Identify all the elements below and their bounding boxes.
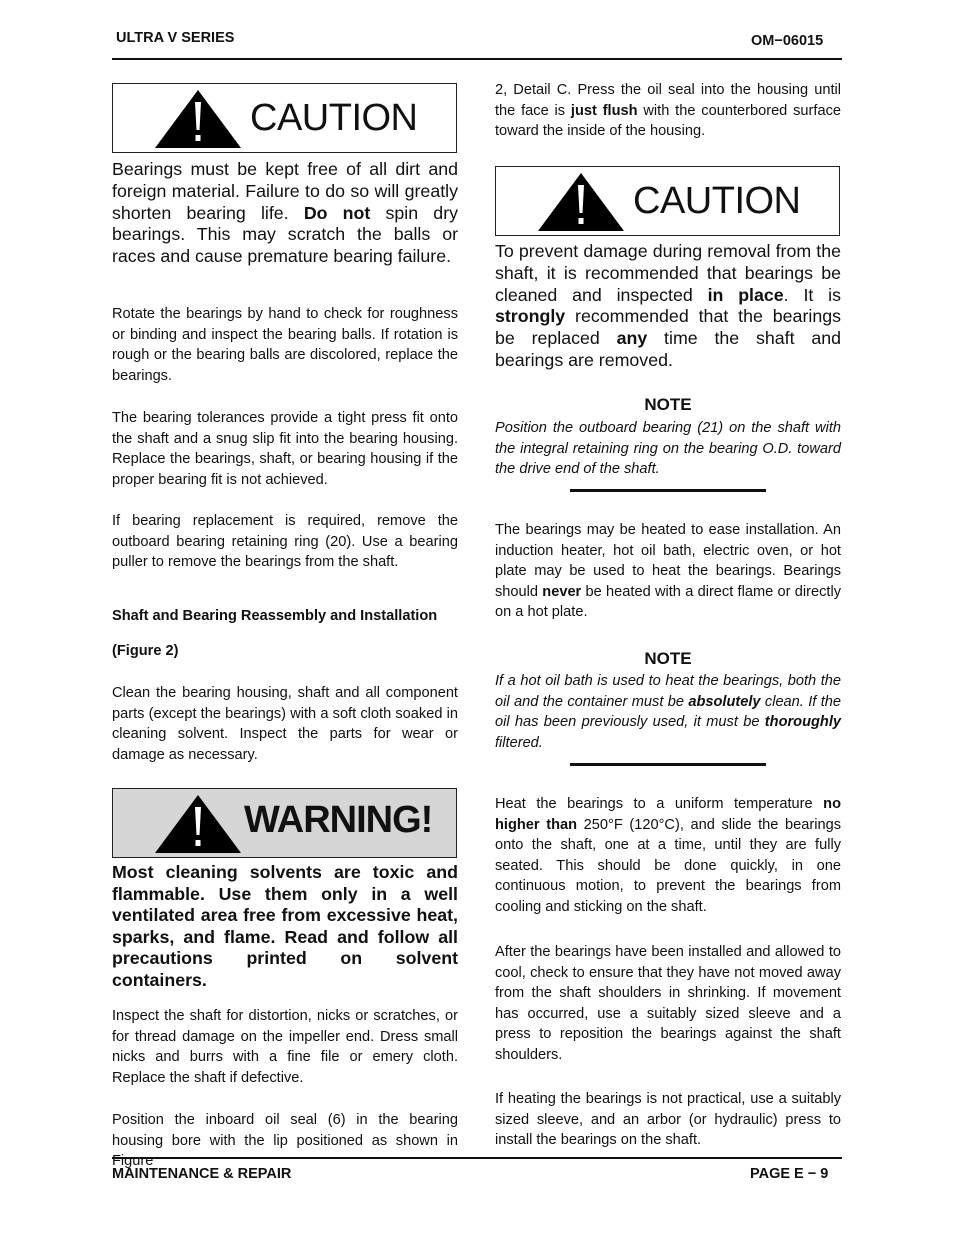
caution-box-1	[112, 83, 457, 153]
note-rule-2	[570, 763, 766, 766]
warning-box	[112, 788, 457, 858]
note-title-1: NOTE	[644, 395, 692, 414]
caution-text-1: Bearings must be kept free of all dirt and foreign material. Failure to do so will greatly shorten bearing life. Do not spin dry bearings. This may scratch the balls or races and cause premature bearing failure.	[112, 159, 459, 267]
section-heading: Shaft and Bearing Reassembly and Installation	[112, 608, 438, 624]
footer-section: MAINTENANCE & REPAIR	[112, 1166, 292, 1182]
note-text-1: Position the outboard bearing (21) on the shaft with the integral retaining ring on the bearing O.D. toward the drive end of the shaft.	[495, 420, 841, 478]
header-title: ULTRA V SERIES	[116, 30, 235, 46]
document-number: OM−06015	[751, 33, 824, 49]
warning-triangle-icon	[153, 88, 243, 150]
caution-label: CAUTION	[250, 97, 418, 139]
note-text-2: If a hot oil bath is used to heat the bearings, both the oil and the container must be absolutely clean. If the oil has been previously used, it must be thoroughly filtered.	[495, 673, 841, 751]
paragraph-heat-bearings: Heat the bearings to a uniform temperature no higher than 250°F (120°C), and slide the bearings onto the shaft, one at a time, until they are fully seated. This should be done quickly, in one continuous motion, to prevent the bearings from cooling and sticking on the shaft.	[495, 796, 841, 915]
paragraph-oil-seal-continued: 2, Detail C. Press the oil seal into the housing until the face is just flush with the counterbored surface toward the inside of the housing.	[495, 82, 841, 140]
paragraph-heating-methods: The bearings may be heated to ease installation. An induction heater, hot oil bath, electric oven, or hot plate may be used to heat the bearings. Bearings should never be heated with a direct flame or directly on a hot plate.	[495, 522, 842, 621]
warning-triangle-icon	[536, 171, 626, 233]
paragraph-cleaning: Clean the bearing housing, shaft and all component parts (except the bearings) with a soft cloth soaked in cleaning solvent. Inspect the parts for wear or damage as necessary.	[112, 685, 458, 763]
page-number: PAGE E − 9	[750, 1166, 829, 1182]
caution-text-2: To prevent damage during removal from the shaft, it is recommended that bearings be cleaned and inspected in place. It is strongly recommended that the bearings be replaced any time the shaft and bearings are removed.	[495, 241, 841, 370]
caution-box-2	[495, 166, 840, 236]
footer-rule	[112, 1157, 842, 1159]
paragraph-oil-seal: Position the inboard oil seal (6) in the bearing housing bore with the lip positioned as shown in Figure	[112, 1112, 458, 1170]
note-rule-1	[570, 489, 766, 492]
warning-triangle-icon	[153, 793, 243, 855]
paragraph-arbor-press: If heating the bearings is not practical, use a suitably sized sleeve, and an arbor (or hydraulic) press to install the bearings on the shaft.	[495, 1091, 841, 1149]
note-title-2: NOTE	[644, 649, 692, 668]
paragraph-bearing-replacement: If bearing replacement is required, remove the outboard bearing retaining ring (20). Use a bearing puller to remove the bearings from the shaft.	[112, 513, 458, 571]
warning-label: WARNING!	[244, 799, 433, 841]
caution-label: CAUTION	[633, 180, 801, 222]
figure-reference: (Figure 2)	[112, 643, 179, 659]
paragraph-bearing-check: Rotate the bearings by hand to check for roughness or binding and inspect the bearing balls. If rotation is rough or the bearing balls are discolored, replace the bearings.	[112, 306, 458, 384]
paragraph-inspect-shaft: Inspect the shaft for distortion, nicks or scratches, or for thread damage on the impeller end. Dress small nicks and burrs with a fine file or emery cloth. Replace the shaft if defective.	[112, 1008, 458, 1086]
paragraph-bearing-tolerances: The bearing tolerances provide a tight press fit onto the shaft and a snug slip fit into the bearing housing. Replace the bearings, shaft, or bearing housing if the proper bearing fit is not achieved.	[112, 410, 458, 488]
paragraph-after-install: After the bearings have been installed and allowed to cool, check to ensure that they have not moved away from the shaft shoulders in shrinking. If movement has occurred, use a suitably sized sleeve and a press to reposition the bearings against the shaft shoulders.	[495, 944, 841, 1063]
warning-text: Most cleaning solvents are toxic and flammable. Use them only in a well ventilated area free from excessive heat, sparks, and flame. Read and follow all precautions printed on solvent containers.	[112, 862, 458, 990]
header-rule	[112, 58, 842, 60]
